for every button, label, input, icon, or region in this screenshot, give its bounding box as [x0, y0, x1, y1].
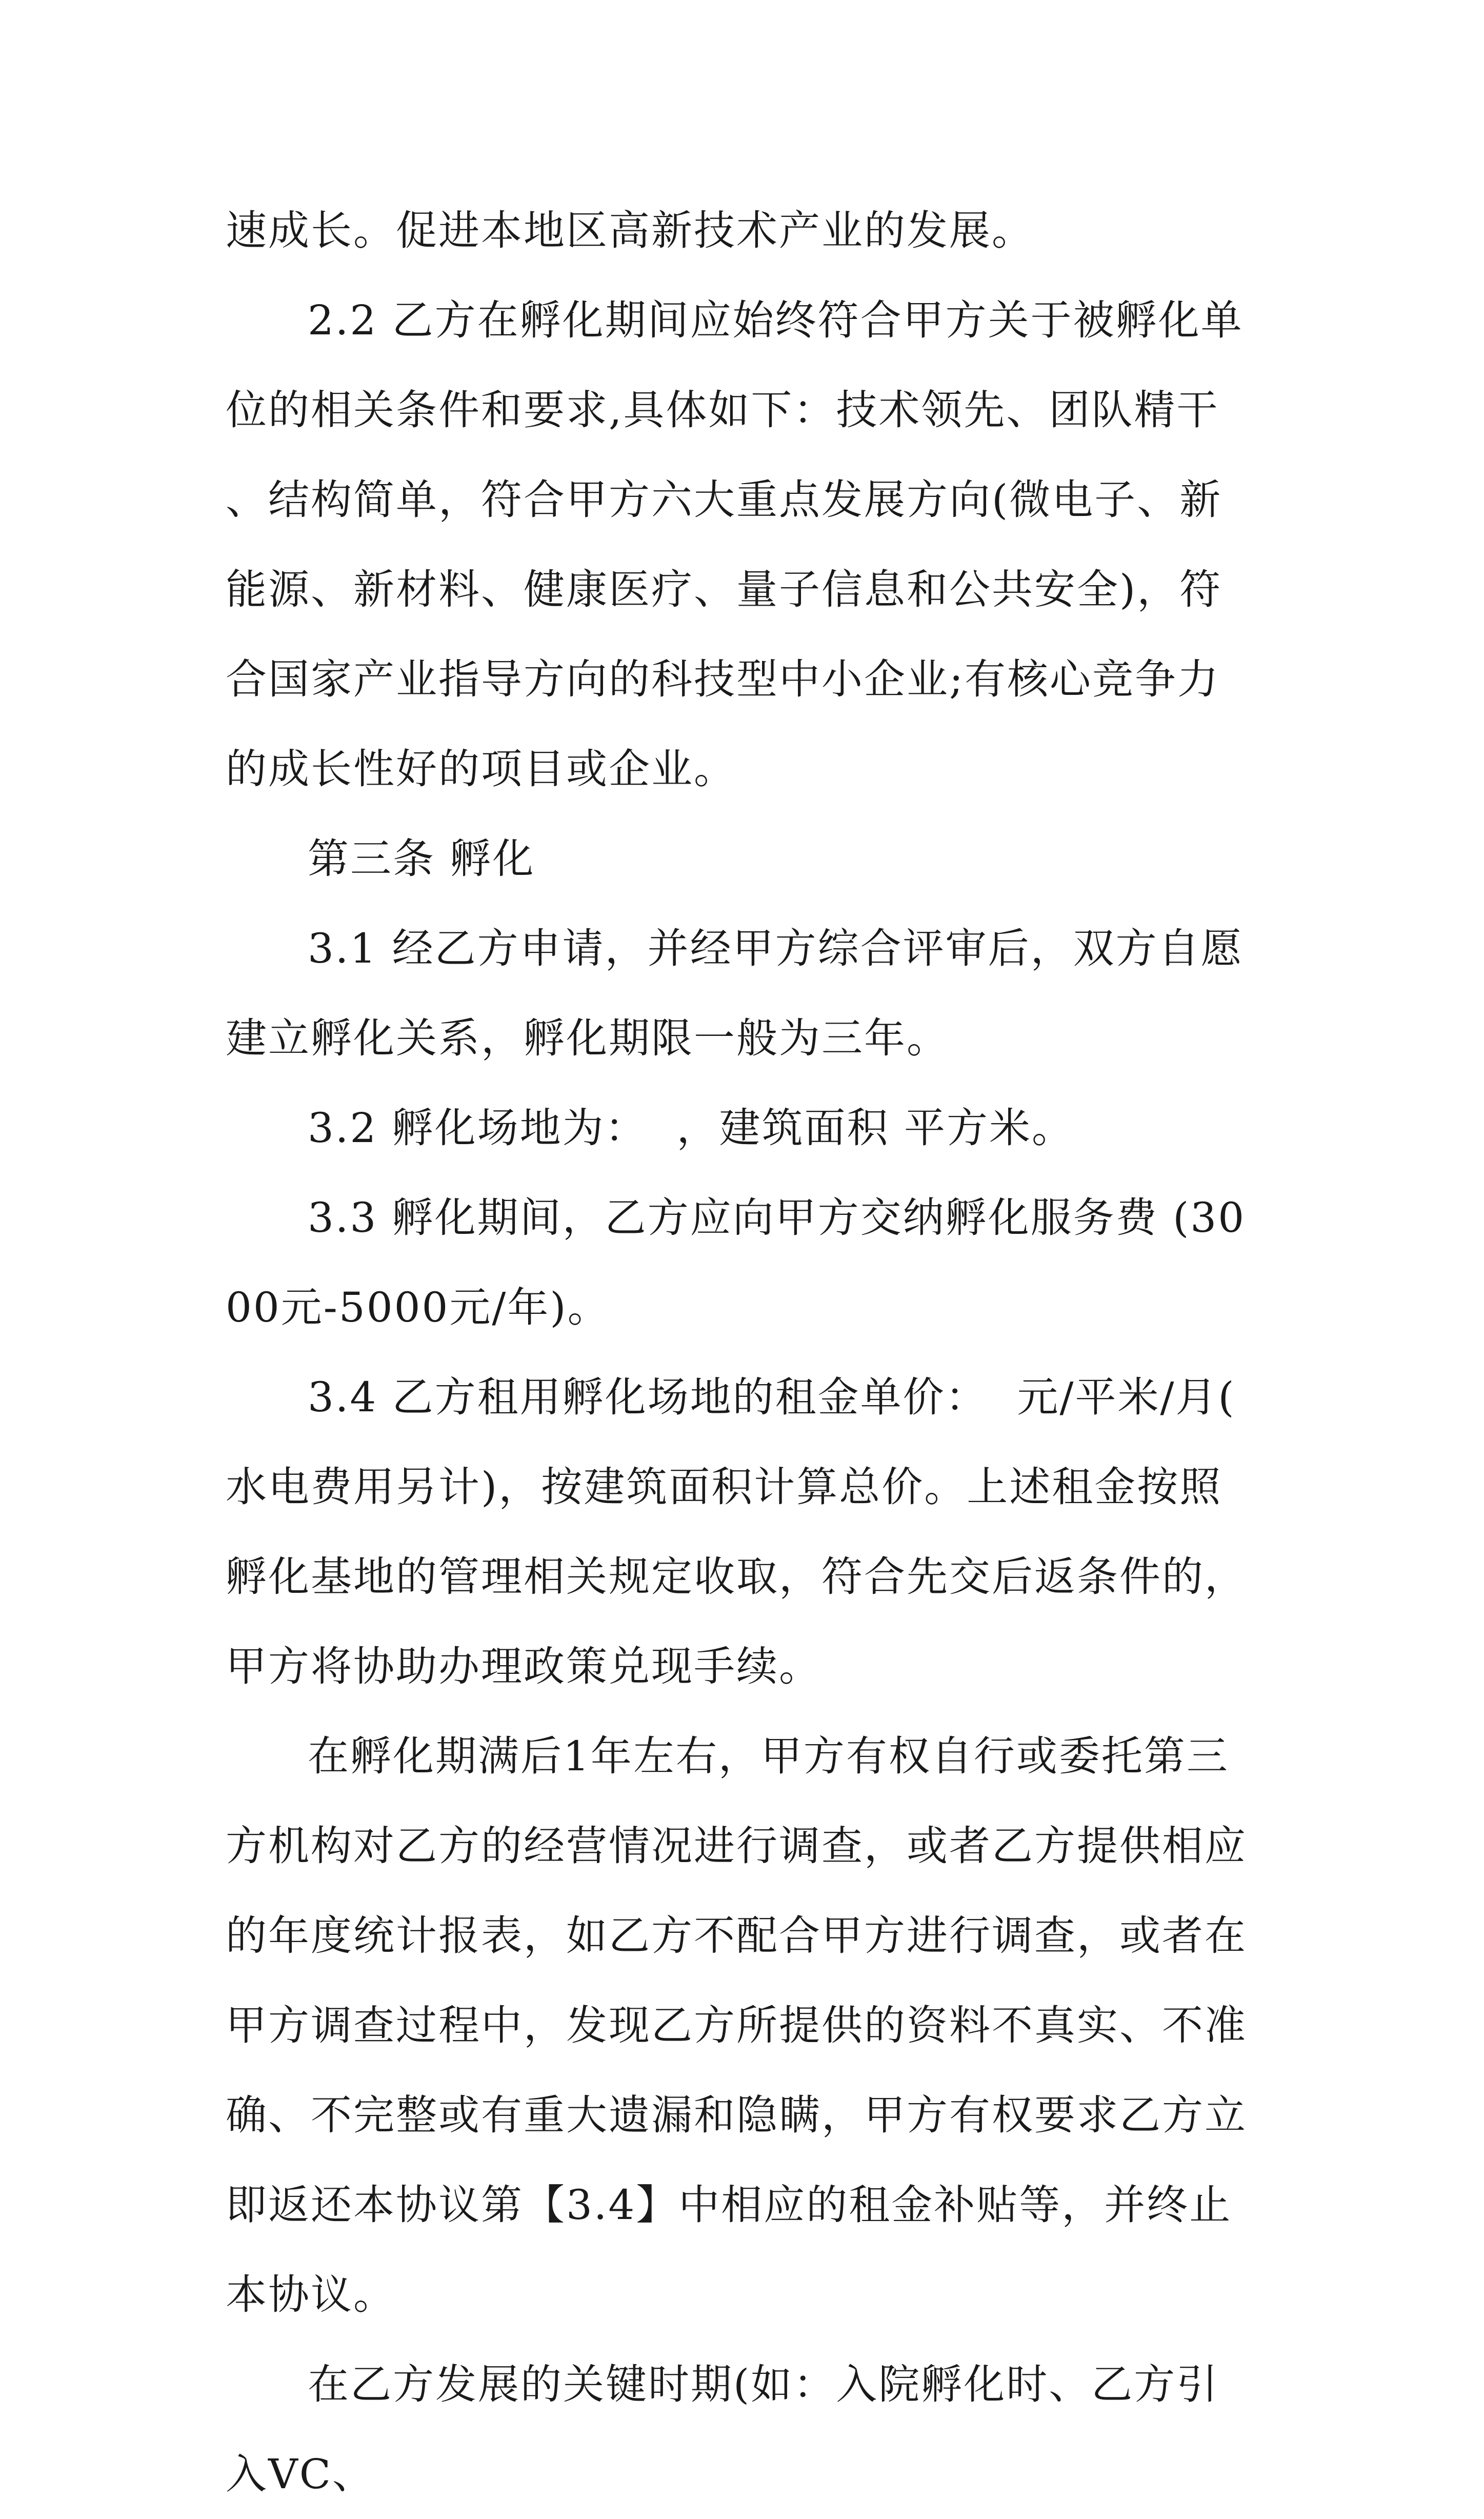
document-body [226, 186, 1261, 2519]
paragraph-continuation: 速成长。促进本地区高新技术产业的发展。 [226, 207, 1034, 254]
paragraph-clause-2-2: 2.2 乙方在孵化期间应始终符合甲方关于被孵化单位的相关条件和要求,具体如下：技术领先、团队精干、结构简单，符合甲方六大重点发展方向(微电子、新能源、新材料、健康医疗、量子信息和公共安全)，符合国家产业指导方向的科技型中小企业;有核心竞争力的成长性好的项目或企业。 [226, 296, 1244, 793]
paragraph-clause-3-4: 3.4 乙方租用孵化场地的租金单价： 元/平米/月(水电费用另计)，按建筑面积计算总价。上述租金按照孵化基地的管理相关规定收取，符合先交后返条件的，甲方将协助办理政策兑现手续。 [226, 1373, 1247, 1690]
paragraph-key-period: 在乙方发展的关键时期(如：入院孵化时、乙方引入VC、 [226, 2361, 1219, 2498]
paragraph-clause-3-1: 3.1 经乙方申请，并经甲方综合评审后，双方自愿建立孵化关系，孵化期限一般为三年。 [226, 925, 1244, 1062]
paragraph-clause-3-3: 3.3 孵化期间，乙方应向甲方交纳孵化服务费 (3000元-5000元/年)。 [226, 1194, 1246, 1331]
section-heading-article-3: 第三条 孵化 [308, 835, 535, 883]
paragraph-investigation: 在孵化期满后1年左右，甲方有权自行或委托第三方机构对乙方的经营情况进行调查，或者乙方提供相应的年度统计报表，如乙方不配合甲方进行调查，或者在甲方调查过程中，发现乙方所提供的资料不真实、不准确、不完整或有重大遗漏和隐瞒，甲方有权要求乙方立即返还本协议第【3.4】中相应的租金补贴等，并终止本协议。 [226, 1732, 1247, 2318]
paragraph-clause-3-2: 3.2 孵化场地为： ，建筑面积 平方米。 [308, 1104, 1074, 1152]
